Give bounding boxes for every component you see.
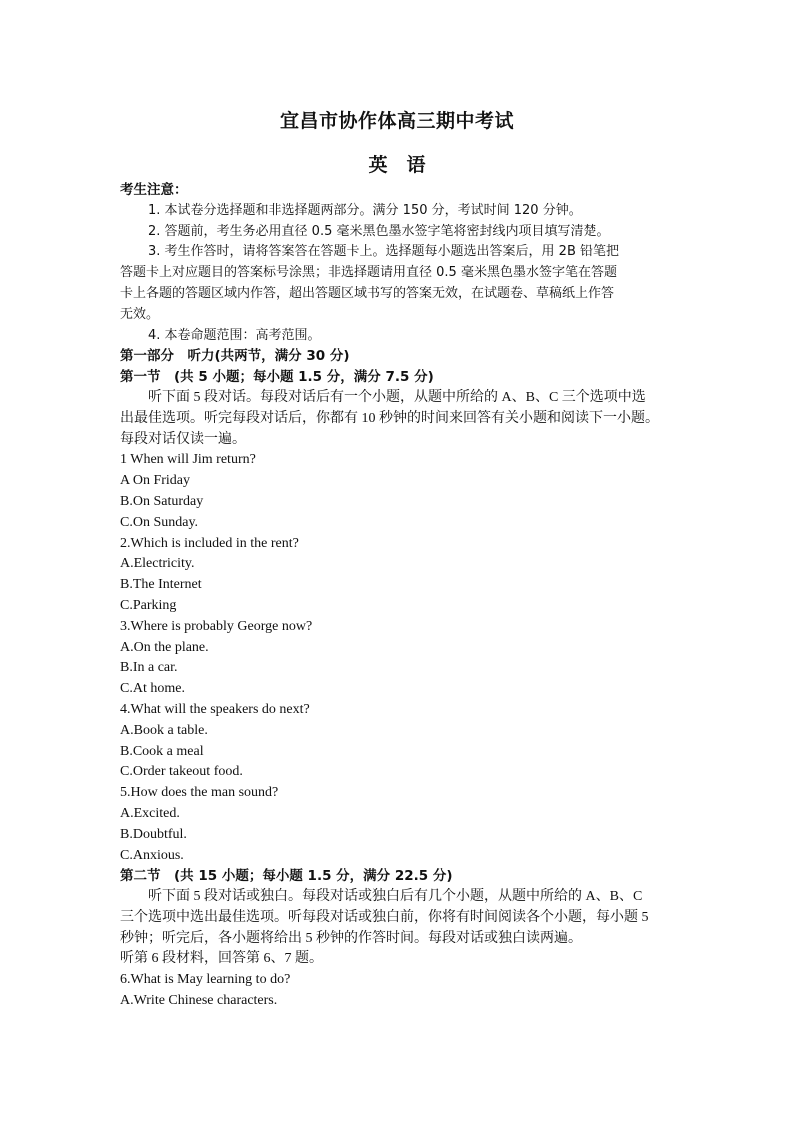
notice-item: 1. 本试卷分选择题和非选择题两部分。满分 150 分，考试时间 120 分钟。 xyxy=(148,202,582,218)
notice-item: 卡上各题的答题区域内作答，超出答题区域书写的答案无效，在试题卷、草稿纸上作答 xyxy=(120,285,615,301)
section1-instructions: 听下面 5 段对话。每段对话后有一个小题，从题中所给的 A、B、C 三个选项中选 xyxy=(148,389,646,405)
exam-content xyxy=(120,180,676,1012)
exam-title: 宜昌市协作体高三期中考试 xyxy=(279,110,514,132)
notice-item: 3. 考生作答时，请将答案答在答题卡上。选择题每小题选出答案后，用 2B 铅笔把 xyxy=(148,244,619,260)
option: A.Book a table. xyxy=(120,722,208,738)
notice-item: 2. 答题前，考生务必用直径 0.5 毫米黑色墨水签字笔将密封线内项目填写清楚。 xyxy=(148,223,610,239)
section1-instructions: 出最佳选项。听完每段对话后，你都有 10 秒钟的时间来回答有关小题和阅读下一小题。 xyxy=(120,410,659,426)
option: B.On Saturday xyxy=(120,493,204,509)
option: C.Order takeout food. xyxy=(120,764,243,780)
notice-item: 无效。 xyxy=(120,306,160,322)
notice-item: 答题卡上对应题目的答案标号涂黑；非选择题请用直径 0.5 毫米黑色墨水签字笔在答题 xyxy=(120,265,617,281)
option: B.The Internet xyxy=(120,577,202,593)
option: A.Excited. xyxy=(120,805,180,821)
notice-heading: 考生注意： xyxy=(120,182,188,198)
question: 4.What will the speakers do next? xyxy=(120,701,310,717)
option: A.Write Chinese characters. xyxy=(120,993,278,1009)
question: 2.Which is included in the rent? xyxy=(120,535,299,551)
option: A.Electricity. xyxy=(120,556,195,572)
notice-item: 4. 本卷命题范围：高考范围。 xyxy=(148,327,321,343)
option: A.On the plane. xyxy=(120,639,209,655)
option: B.In a car. xyxy=(120,660,178,676)
section2-instructions: 秒钟；听完后，各小题将给出 5 秒钟的作答时间。每段对话或独白读两遍。 xyxy=(120,930,582,946)
material-note: 听第 6 段材料，回答第 6、7 题。 xyxy=(120,951,323,967)
question: 3.Where is probably George now? xyxy=(120,618,313,634)
option: C.At home. xyxy=(120,681,185,697)
section2-instructions: 听下面 5 段对话或独白。每段对话或独白后有几个小题，从题中所给的 A、B、C xyxy=(148,889,643,905)
section1-heading: 第一节 (共 5 小题；每小题 1.5 分，满分 7.5 分) xyxy=(120,369,434,386)
section2-heading: 第二节 (共 15 小题；每小题 1.5 分，满分 22.5 分) xyxy=(120,868,453,885)
option: C.On Sunday. xyxy=(120,514,199,530)
option: A On Friday xyxy=(120,473,190,489)
option: B.Doubtful. xyxy=(120,826,187,842)
exam-subject: 英 语 xyxy=(368,154,426,176)
option: C.Parking xyxy=(120,597,177,613)
option: C.Anxious. xyxy=(120,847,184,863)
question: 5.How does the man sound? xyxy=(120,785,279,801)
section1-instructions: 每段对话仅读一遍。 xyxy=(120,431,246,447)
part1-heading: 第一部分 听力(共两节，满分 30 分) xyxy=(120,348,350,365)
option: B.Cook a meal xyxy=(120,743,204,759)
question: 6.What is May learning to do? xyxy=(120,972,291,988)
question: 1 When will Jim return? xyxy=(120,452,256,468)
section2-instructions: 三个选项中选出最佳选项。听每段对话或独白前，你将有时间阅读各个小题，每小题 5 xyxy=(120,909,649,925)
